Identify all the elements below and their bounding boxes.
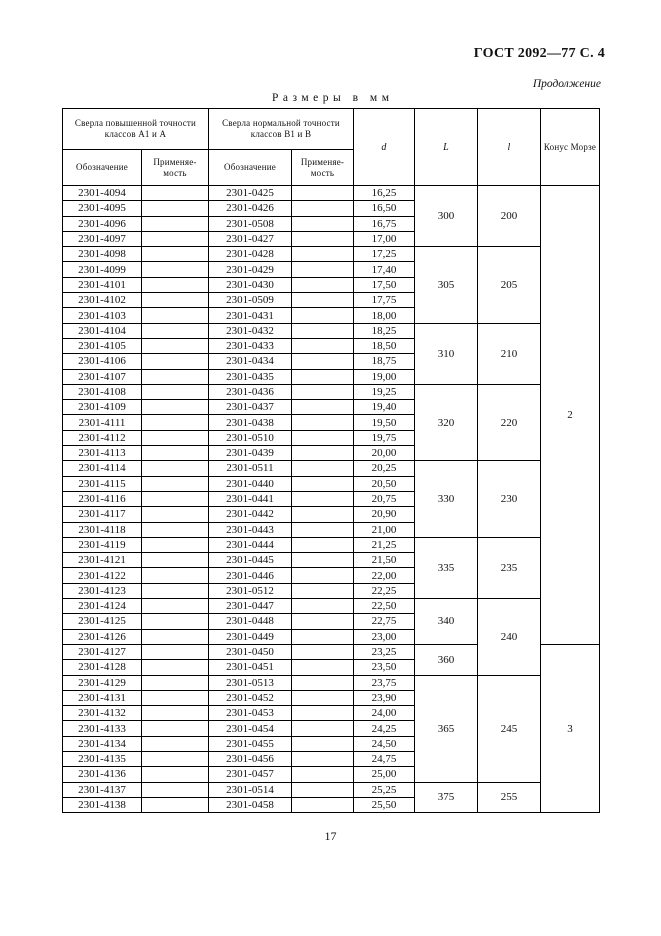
designation-normal: 2301-0448 [209,614,292,629]
table-row [63,675,600,690]
application-normal [292,690,354,705]
designation-precision: 2301-4113 [63,446,142,461]
diameter-d: 25,25 [354,782,415,797]
designation-precision: 2301-4122 [63,568,142,583]
morse-taper: 3 [541,644,600,812]
diameter-d: 23,75 [354,675,415,690]
designation-normal: 2301-0438 [209,415,292,430]
length-L: 300 [415,186,478,247]
designation-precision: 2301-4102 [63,293,142,308]
designation-normal: 2301-0509 [209,293,292,308]
application-precision [142,751,209,766]
designation-normal: 2301-0458 [209,797,292,812]
designation-precision: 2301-4103 [63,308,142,323]
table-row [63,186,600,201]
application-normal [292,400,354,415]
designation-precision: 2301-4133 [63,721,142,736]
designation-normal: 2301-0429 [209,262,292,277]
diameter-d: 21,50 [354,553,415,568]
application-precision [142,430,209,445]
col-header-application-1: Применяе-мость [142,150,209,186]
application-normal [292,782,354,797]
designation-precision: 2301-4099 [63,262,142,277]
diameter-d: 19,25 [354,384,415,399]
application-normal [292,216,354,231]
designation-precision: 2301-4126 [63,629,142,644]
application-precision [142,247,209,262]
application-normal [292,522,354,537]
application-normal [292,201,354,216]
designation-precision: 2301-4117 [63,507,142,522]
application-normal [292,247,354,262]
designation-precision: 2301-4134 [63,736,142,751]
designation-normal: 2301-0455 [209,736,292,751]
diameter-d: 16,25 [354,186,415,201]
diameter-d: 23,50 [354,660,415,675]
designation-precision: 2301-4118 [63,522,142,537]
designation-normal: 2301-0444 [209,537,292,552]
application-normal [292,476,354,491]
application-precision [142,797,209,812]
diameter-d: 24,25 [354,721,415,736]
application-precision [142,293,209,308]
designation-normal: 2301-0434 [209,354,292,369]
application-precision [142,736,209,751]
designation-normal: 2301-0440 [209,476,292,491]
designation-normal: 2301-0510 [209,430,292,445]
diameter-d: 17,75 [354,293,415,308]
application-normal [292,461,354,476]
application-precision [142,522,209,537]
designation-precision: 2301-4124 [63,599,142,614]
application-normal [292,491,354,506]
application-precision [142,400,209,415]
morse-taper: 2 [541,186,600,645]
application-normal [292,323,354,338]
diameter-d: 21,00 [354,522,415,537]
group-header-normal: Сверла нормальной точности классов B1 и В [209,109,354,150]
application-precision [142,690,209,705]
designation-precision: 2301-4125 [63,614,142,629]
designation-normal: 2301-0514 [209,782,292,797]
designation-normal: 2301-0433 [209,338,292,353]
designation-precision: 2301-4108 [63,384,142,399]
designation-normal: 2301-0432 [209,323,292,338]
application-precision [142,782,209,797]
application-precision [142,369,209,384]
diameter-d: 19,40 [354,400,415,415]
designation-normal: 2301-0452 [209,690,292,705]
designation-normal: 2301-0431 [209,308,292,323]
application-normal [292,354,354,369]
designation-normal: 2301-0450 [209,644,292,659]
diameter-d: 24,50 [354,736,415,751]
application-precision [142,201,209,216]
designation-normal: 2301-0449 [209,629,292,644]
designation-normal: 2301-0428 [209,247,292,262]
application-precision [142,354,209,369]
application-normal [292,415,354,430]
length-l: 205 [478,247,541,323]
designation-precision: 2301-4106 [63,354,142,369]
application-normal [292,384,354,399]
designation-normal: 2301-0513 [209,675,292,690]
diameter-d: 20,25 [354,461,415,476]
page-number: 17 [324,829,337,843]
diameter-d: 23,00 [354,629,415,644]
table-row [63,461,600,476]
designation-normal: 2301-0453 [209,706,292,721]
designation-precision: 2301-4115 [63,476,142,491]
diameter-d: 25,00 [354,767,415,782]
document-header: ГОСТ 2092—77 С. 4 [473,46,605,61]
group-header-precision: Сверла повышенной точности классов A1 и А [63,109,209,150]
designation-normal: 2301-0437 [209,400,292,415]
designation-precision: 2301-4097 [63,231,142,246]
application-normal [292,446,354,461]
designation-normal: 2301-0430 [209,277,292,292]
diameter-d: 25,50 [354,797,415,812]
application-normal [292,568,354,583]
designation-precision: 2301-4095 [63,201,142,216]
application-normal [292,537,354,552]
application-precision [142,767,209,782]
length-l: 235 [478,537,541,598]
designation-precision: 2301-4136 [63,767,142,782]
application-precision [142,277,209,292]
diameter-d: 17,25 [354,247,415,262]
designation-normal: 2301-0436 [209,384,292,399]
designation-precision: 2301-4107 [63,369,142,384]
designation-normal: 2301-0447 [209,599,292,614]
designation-normal: 2301-0426 [209,201,292,216]
application-normal [292,751,354,766]
designation-precision: 2301-4131 [63,690,142,705]
designation-normal: 2301-0457 [209,767,292,782]
application-precision [142,537,209,552]
length-l: 200 [478,186,541,247]
designation-precision: 2301-4112 [63,430,142,445]
designation-normal: 2301-0446 [209,568,292,583]
col-header-designation-2: Обозначение [209,150,292,186]
designation-precision: 2301-4096 [63,216,142,231]
diameter-d: 22,75 [354,614,415,629]
diameter-d: 18,00 [354,308,415,323]
length-L: 360 [415,644,478,675]
designation-normal: 2301-0435 [209,369,292,384]
application-precision [142,323,209,338]
application-precision [142,491,209,506]
diameter-d: 17,40 [354,262,415,277]
application-precision [142,338,209,353]
application-precision [142,706,209,721]
application-precision [142,614,209,629]
application-precision [142,660,209,675]
designation-precision: 2301-4135 [63,751,142,766]
table-row [63,323,600,338]
designation-precision: 2301-4094 [63,186,142,201]
table-row [63,599,600,614]
designation-precision: 2301-4098 [63,247,142,262]
designation-precision: 2301-4128 [63,660,142,675]
diameter-d: 20,00 [354,446,415,461]
application-normal [292,293,354,308]
length-l: 245 [478,675,541,782]
designation-precision: 2301-4109 [63,400,142,415]
designation-precision: 2301-4119 [63,537,142,552]
diameter-d: 20,50 [354,476,415,491]
table-body [63,186,600,813]
table-row [63,782,600,797]
application-precision [142,216,209,231]
length-L: 375 [415,782,478,813]
application-normal [292,675,354,690]
designation-normal: 2301-0512 [209,583,292,598]
diameter-d: 18,50 [354,338,415,353]
length-L: 320 [415,384,478,460]
application-normal [292,553,354,568]
length-L: 340 [415,599,478,645]
designation-normal: 2301-0427 [209,231,292,246]
designation-normal: 2301-0456 [209,751,292,766]
designation-precision: 2301-4104 [63,323,142,338]
application-precision [142,476,209,491]
designation-precision: 2301-4105 [63,338,142,353]
length-L: 335 [415,537,478,598]
col-header-morse: Конус Морзе [541,109,600,186]
diameter-d: 16,50 [354,201,415,216]
designation-precision: 2301-4111 [63,415,142,430]
application-normal [292,583,354,598]
designation-precision: 2301-4121 [63,553,142,568]
length-l: 240 [478,599,541,675]
diameter-d: 19,00 [354,369,415,384]
length-l: 230 [478,461,541,537]
designation-precision: 2301-4138 [63,797,142,812]
designation-precision: 2301-4129 [63,675,142,690]
length-L: 365 [415,675,478,782]
table-row [63,247,600,262]
col-header-l: l [478,109,541,186]
application-precision [142,629,209,644]
designation-normal: 2301-0445 [209,553,292,568]
diameter-d: 19,75 [354,430,415,445]
designation-normal: 2301-0439 [209,446,292,461]
designation-precision: 2301-4123 [63,583,142,598]
application-precision [142,415,209,430]
diameter-d: 16,75 [354,216,415,231]
diameter-d: 22,00 [354,568,415,583]
application-normal [292,231,354,246]
application-normal [292,338,354,353]
application-precision [142,384,209,399]
length-L: 305 [415,247,478,323]
application-precision [142,186,209,201]
application-precision [142,553,209,568]
designation-normal: 2301-0443 [209,522,292,537]
diameter-d: 22,25 [354,583,415,598]
length-L: 330 [415,461,478,537]
table-row [63,537,600,552]
application-normal [292,507,354,522]
units-caption: Размеры в мм [272,92,394,104]
application-precision [142,308,209,323]
application-precision [142,583,209,598]
application-normal [292,308,354,323]
application-precision [142,675,209,690]
length-l: 220 [478,384,541,460]
designation-normal: 2301-0454 [209,721,292,736]
application-precision [142,507,209,522]
diameter-d: 20,75 [354,491,415,506]
diameter-d: 24,00 [354,706,415,721]
application-precision [142,231,209,246]
designation-precision: 2301-4114 [63,461,142,476]
length-l: 210 [478,323,541,384]
diameter-d: 24,75 [354,751,415,766]
diameter-d: 19,50 [354,415,415,430]
application-normal [292,262,354,277]
length-l: 255 [478,782,541,813]
application-normal [292,599,354,614]
diameter-d: 23,25 [354,644,415,659]
application-normal [292,660,354,675]
application-precision [142,721,209,736]
application-precision [142,262,209,277]
application-normal [292,721,354,736]
designation-precision: 2301-4137 [63,782,142,797]
designation-precision: 2301-4116 [63,491,142,506]
col-header-application-2: Применяе-мость [292,150,354,186]
col-header-d: d [354,109,415,186]
application-normal [292,369,354,384]
diameter-d: 18,75 [354,354,415,369]
application-normal [292,430,354,445]
application-normal [292,277,354,292]
continuation-label: Продолжение [532,78,601,90]
designation-normal: 2301-0441 [209,491,292,506]
drill-sizes-table [62,108,600,813]
designation-normal: 2301-0511 [209,461,292,476]
diameter-d: 21,25 [354,537,415,552]
designation-normal: 2301-0425 [209,186,292,201]
application-normal [292,767,354,782]
col-header-designation-1: Обозначение [63,150,142,186]
table-row [63,384,600,399]
application-normal [292,706,354,721]
diameter-d: 17,50 [354,277,415,292]
application-normal [292,797,354,812]
application-normal [292,629,354,644]
designation-precision: 2301-4127 [63,644,142,659]
application-normal [292,736,354,751]
application-precision [142,568,209,583]
designation-normal: 2301-0451 [209,660,292,675]
designation-precision: 2301-4101 [63,277,142,292]
application-normal [292,186,354,201]
diameter-d: 23,90 [354,690,415,705]
designation-normal: 2301-0508 [209,216,292,231]
diameter-d: 20,90 [354,507,415,522]
designation-normal: 2301-0442 [209,507,292,522]
application-precision [142,599,209,614]
diameter-d: 17,00 [354,231,415,246]
diameter-d: 18,25 [354,323,415,338]
application-normal [292,614,354,629]
application-precision [142,644,209,659]
application-normal [292,644,354,659]
diameter-d: 22,50 [354,599,415,614]
application-precision [142,461,209,476]
application-precision [142,446,209,461]
length-L: 310 [415,323,478,384]
col-header-L: L [415,109,478,186]
designation-precision: 2301-4132 [63,706,142,721]
